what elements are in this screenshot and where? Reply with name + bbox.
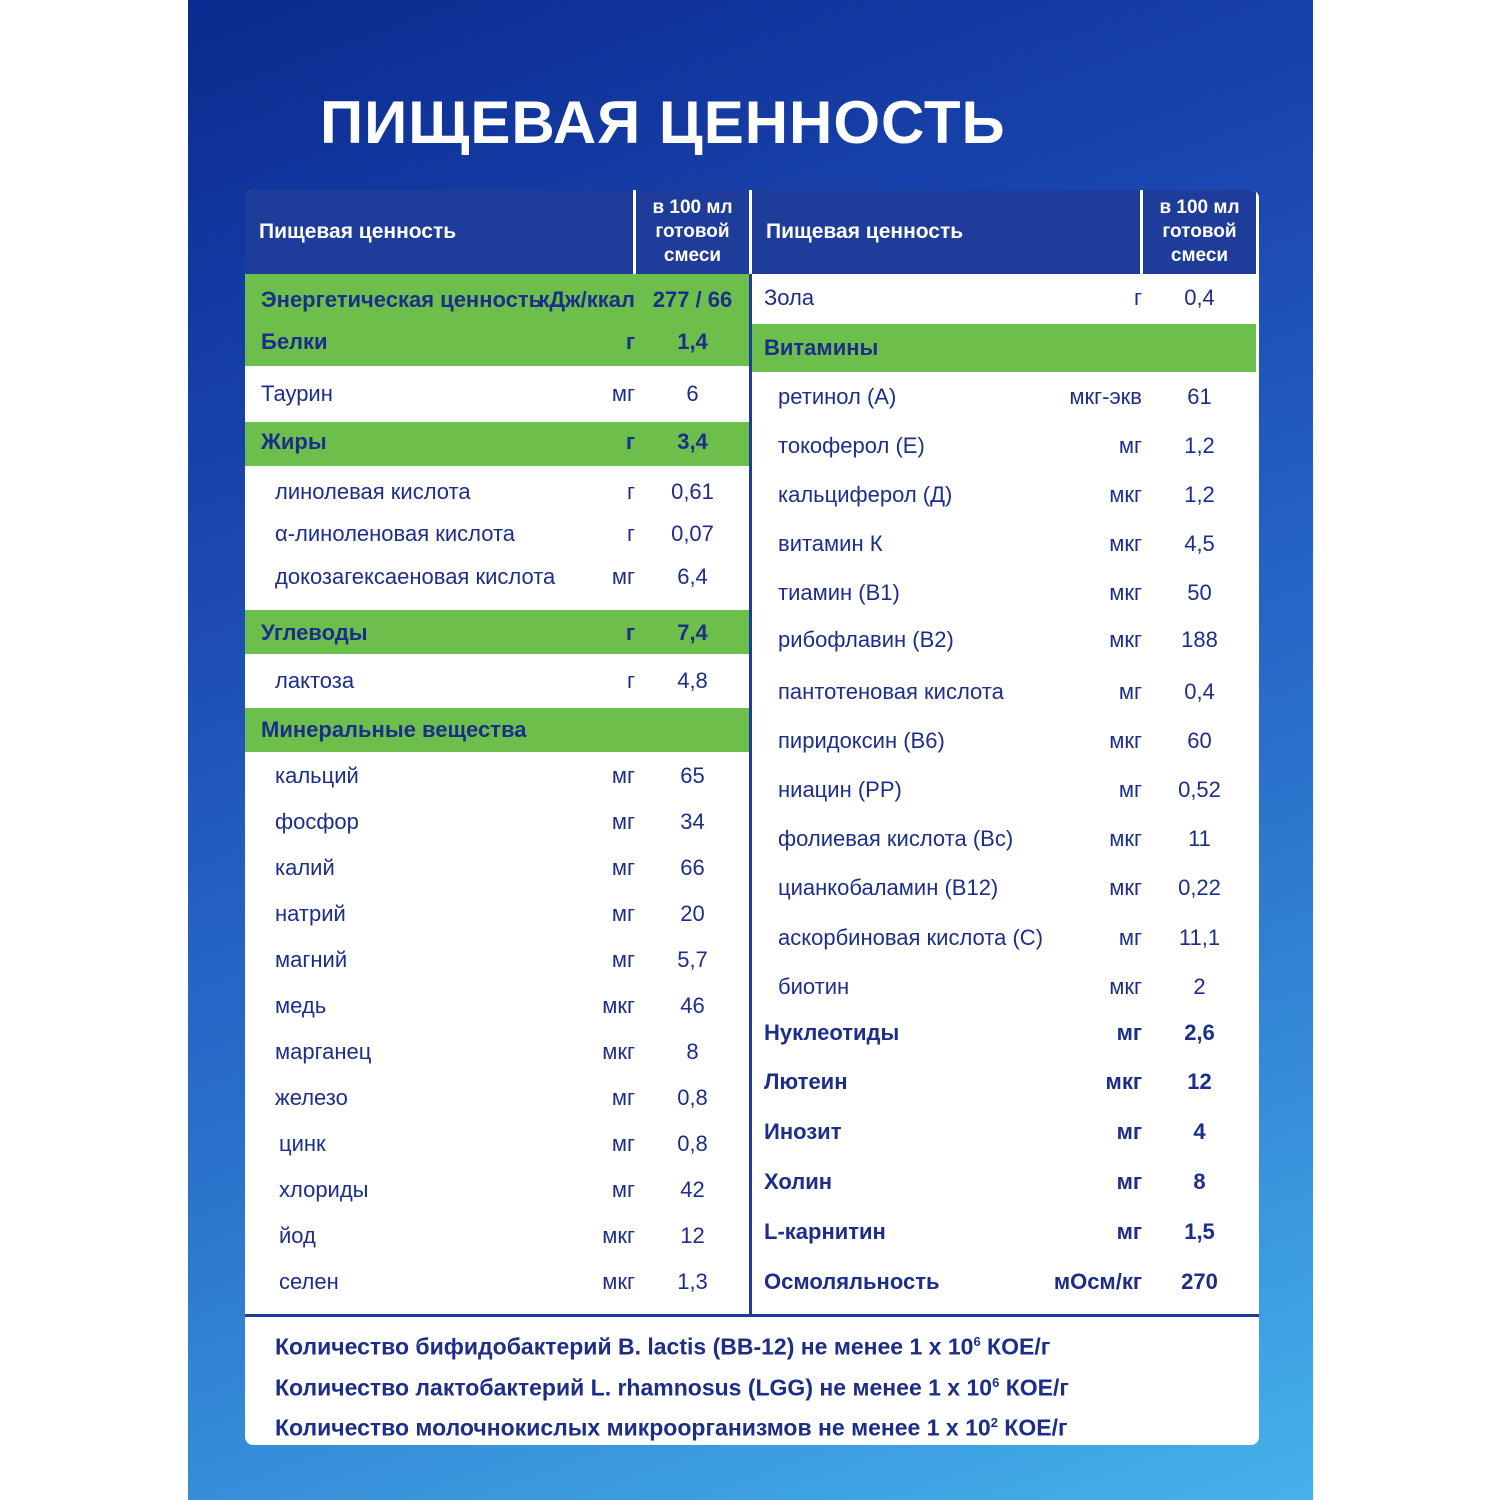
nutrient-unit: мг bbox=[611, 763, 635, 788]
footer-exponent: 6 bbox=[973, 1334, 981, 1349]
nutrient-name: рибофлавин (В2) bbox=[778, 627, 954, 652]
page-title: ПИЩЕВАЯ ЦЕННОСТЬ bbox=[320, 89, 1006, 156]
nutrient-unit: мкг bbox=[1109, 580, 1142, 605]
nutrient-name: кальций bbox=[275, 763, 359, 788]
nutrient-name: Зола bbox=[764, 285, 815, 310]
nutrient-value: 2 bbox=[1193, 974, 1206, 999]
nutrient-name: ниацин (РР) bbox=[778, 777, 902, 802]
table-row bbox=[245, 376, 749, 412]
table-row bbox=[245, 559, 749, 595]
nutrient-unit: г bbox=[1133, 285, 1142, 310]
table-row bbox=[752, 920, 1256, 956]
nutrient-unit: мкг bbox=[602, 1269, 635, 1294]
table-row bbox=[752, 330, 1256, 366]
nutrient-name: Холин bbox=[764, 1169, 833, 1194]
nutrient-unit: мкг bbox=[1109, 482, 1142, 507]
nutrient-name: лактоза bbox=[275, 668, 355, 693]
nutrient-name: тиамин (В1) bbox=[778, 580, 900, 605]
nutrient-value: 7,4 bbox=[677, 620, 708, 645]
nutrient-unit: мг bbox=[1116, 1020, 1142, 1045]
nutrient-unit: мкг bbox=[602, 1039, 635, 1064]
table-row bbox=[245, 712, 749, 748]
nutrient-name: цинк bbox=[279, 1131, 326, 1156]
table-row bbox=[752, 1264, 1256, 1300]
nutrient-value: 0,07 bbox=[671, 521, 714, 546]
table-row bbox=[245, 474, 749, 510]
table-row bbox=[752, 379, 1256, 415]
nutrient-value: 8 bbox=[1193, 1169, 1206, 1194]
nutrient-unit: мг bbox=[1118, 925, 1142, 950]
nutrient-value: 6,4 bbox=[677, 564, 708, 589]
nutrient-value: 11 bbox=[1188, 826, 1211, 851]
nutrient-name: биотин bbox=[778, 974, 850, 999]
nutrient-value: 1,4 bbox=[677, 329, 708, 354]
nutrient-name: Жиры bbox=[261, 429, 327, 454]
nutrient-value: 0,22 bbox=[1178, 875, 1221, 900]
nutrient-name: натрий bbox=[275, 901, 346, 926]
nutrient-unit: мг bbox=[611, 947, 635, 972]
table-row bbox=[245, 324, 749, 360]
nutrient-unit: мОсм/кг bbox=[1053, 1269, 1142, 1294]
nutrient-value: 65 bbox=[680, 763, 705, 788]
nutrient-value: 1,5 bbox=[1184, 1219, 1215, 1244]
nutrient-value: 8 bbox=[686, 1039, 699, 1064]
nutrient-unit: мг bbox=[611, 855, 635, 880]
footer-unit: КОЕ/г bbox=[999, 1374, 1069, 1401]
nutrient-value: 0,4 bbox=[1184, 679, 1215, 704]
nutrient-name: Белки bbox=[261, 329, 328, 354]
left-header-name: Пищевая ценность bbox=[245, 190, 633, 274]
nutrient-name: Минеральные вещества bbox=[261, 717, 527, 742]
table-row bbox=[245, 896, 749, 932]
table-row bbox=[752, 1064, 1256, 1100]
nutrient-name: Осмоляльность bbox=[764, 1269, 940, 1294]
footer-line bbox=[275, 1324, 1069, 1365]
nutrient-value: 1,2 bbox=[1184, 433, 1215, 458]
table-row bbox=[752, 870, 1256, 906]
table-row bbox=[752, 1164, 1256, 1200]
footer-text: Количество лактобактерий L. rhamnosus (LGG) не менее 1 x 10 bbox=[275, 1374, 993, 1401]
table-row bbox=[245, 850, 749, 886]
nutrient-unit: мкг bbox=[1105, 1069, 1142, 1094]
nutrient-name: кальциферол (Д) bbox=[778, 482, 953, 507]
nutrient-name: Таурин bbox=[261, 381, 333, 406]
nutrient-unit: мг bbox=[611, 809, 635, 834]
nutrient-name: Инозит bbox=[764, 1119, 842, 1144]
nutrient-unit: мкг bbox=[602, 993, 635, 1018]
table-row bbox=[245, 1126, 749, 1162]
nutrient-name: медь bbox=[275, 993, 327, 1018]
nutrient-value: 3,4 bbox=[677, 429, 708, 454]
nutrient-name: фолиевая кислота (Вс) bbox=[778, 826, 1014, 851]
nutrient-value: 1,2 bbox=[1184, 482, 1215, 507]
nutrient-value: 4,8 bbox=[677, 668, 708, 693]
nutrient-name: пиридоксин (В6) bbox=[778, 728, 945, 753]
nutrient-value: 6 bbox=[686, 381, 699, 406]
nutrient-value: 277 / 66 bbox=[652, 287, 733, 312]
nutrient-name: Витамины bbox=[764, 335, 879, 360]
table-row bbox=[245, 1172, 749, 1208]
table-row bbox=[245, 1218, 749, 1254]
footer-unit: КОЕ/г bbox=[997, 1414, 1068, 1441]
nutrient-unit: г bbox=[625, 620, 635, 645]
table-row bbox=[245, 516, 749, 552]
nutrient-value: 5,7 bbox=[677, 947, 708, 972]
nutrient-unit: мг bbox=[611, 1177, 635, 1202]
table-row bbox=[245, 424, 749, 460]
nutrient-unit: г bbox=[626, 521, 635, 546]
nutrient-name: Лютеин bbox=[764, 1069, 848, 1094]
nutrient-name: витамин К bbox=[778, 531, 883, 556]
nutrient-unit: кДж/ккал bbox=[538, 287, 635, 312]
right-header-value: в 100 мл готовой смеси bbox=[1143, 190, 1256, 274]
nutrient-unit: мг bbox=[1118, 433, 1142, 458]
footer-exponent: 6 bbox=[992, 1374, 1000, 1390]
nutrient-unit: г bbox=[625, 329, 635, 354]
nutrient-name: фосфор bbox=[275, 809, 359, 834]
nutrient-name: йод bbox=[279, 1223, 316, 1248]
nutrient-value: 0,4 bbox=[1184, 285, 1215, 310]
nutrient-value: 42 bbox=[680, 1177, 705, 1202]
footer-notes bbox=[275, 1324, 1069, 1445]
nutrient-unit: мкг bbox=[1109, 728, 1142, 753]
nutrient-name: аскорбиновая кислота (С) bbox=[778, 925, 1044, 950]
footer-text: Количество молочнокислых микроорганизмов не менее 1 x 10 bbox=[275, 1414, 991, 1441]
nutrient-value: 11,1 bbox=[1178, 925, 1221, 950]
nutrient-value: 12 bbox=[1187, 1069, 1212, 1094]
nutrient-name: магний bbox=[275, 947, 348, 972]
footer-line bbox=[275, 1405, 1069, 1445]
nutrient-value: 34 bbox=[680, 809, 705, 834]
nutrient-unit: мкг bbox=[1109, 531, 1142, 556]
table-row bbox=[752, 723, 1256, 759]
nutrient-value: 12 bbox=[680, 1223, 705, 1248]
nutrient-value: 188 bbox=[1181, 627, 1218, 652]
nutrition-table bbox=[245, 190, 1259, 1445]
nutrient-unit: мкг bbox=[1109, 826, 1142, 851]
footer-exponent: 2 bbox=[990, 1415, 998, 1431]
table-row bbox=[245, 988, 749, 1024]
table-row bbox=[245, 758, 749, 794]
table-row bbox=[245, 1080, 749, 1116]
nutrient-unit: мг bbox=[1116, 1169, 1142, 1194]
table-row bbox=[245, 663, 749, 699]
footer-text: Количество бифидобактерий B. lactis (BB-12) не менее 1 x 10 bbox=[275, 1333, 974, 1360]
nutrient-name: селен bbox=[279, 1269, 339, 1294]
nutrient-value: 1,3 bbox=[677, 1269, 708, 1294]
nutrient-value: 4,5 bbox=[1184, 531, 1215, 556]
table-row bbox=[752, 477, 1256, 513]
nutrient-name: докозагексаеновая кислота bbox=[275, 564, 556, 589]
table-row bbox=[752, 674, 1256, 710]
nutrient-unit: мг bbox=[611, 1085, 635, 1110]
nutrient-value: 46 bbox=[680, 993, 705, 1018]
nutrient-value: 0,8 bbox=[677, 1085, 708, 1110]
left-header-value: в 100 мл готовой смеси bbox=[636, 190, 749, 274]
nutrient-unit: мг bbox=[611, 564, 635, 589]
nutrient-unit: мг bbox=[1116, 1119, 1142, 1144]
table-row bbox=[752, 280, 1256, 316]
nutrient-name: Углеводы bbox=[261, 620, 368, 645]
nutrient-name: калий bbox=[275, 855, 335, 880]
table-row bbox=[752, 772, 1256, 808]
footer-line bbox=[275, 1365, 1069, 1406]
nutrient-value: 270 bbox=[1181, 1269, 1218, 1294]
nutrient-unit: г bbox=[626, 668, 635, 693]
nutrient-name: L-карнитин bbox=[764, 1219, 886, 1244]
nutrient-unit: мкг bbox=[1109, 875, 1142, 900]
header-separator bbox=[1140, 190, 1143, 274]
table-row bbox=[245, 804, 749, 840]
nutrient-name: токоферол (Е) bbox=[778, 433, 925, 458]
table-row bbox=[752, 622, 1256, 658]
nutrient-unit: мг bbox=[1116, 1219, 1142, 1244]
table-row bbox=[752, 969, 1256, 1005]
nutrient-unit: мкг bbox=[1109, 974, 1142, 999]
table-row bbox=[752, 575, 1256, 611]
nutrient-name: хлориды bbox=[279, 1177, 369, 1202]
right-header-name: Пищевая ценность bbox=[752, 190, 1140, 274]
nutrient-name: Энергетическая ценность bbox=[261, 287, 543, 312]
table-row bbox=[245, 1264, 749, 1300]
footer-divider bbox=[245, 1314, 1259, 1317]
nutrient-unit: г bbox=[626, 479, 635, 504]
nutrient-value: 66 bbox=[680, 855, 705, 880]
nutrient-unit: мг bbox=[1118, 679, 1142, 704]
table-row bbox=[245, 282, 749, 318]
table-row bbox=[752, 1015, 1256, 1051]
table-row bbox=[752, 1214, 1256, 1250]
nutrient-unit: мкг bbox=[602, 1223, 635, 1248]
nutrient-unit: мкг bbox=[1109, 627, 1142, 652]
nutrient-unit: г bbox=[625, 429, 635, 454]
nutrient-name: ретинол (А) bbox=[778, 384, 897, 409]
header-separator bbox=[633, 190, 636, 274]
nutrient-unit: мг bbox=[611, 901, 635, 926]
nutrient-value: 0,61 bbox=[671, 479, 714, 504]
nutrient-value: 50 bbox=[1187, 580, 1212, 605]
nutrient-name: марганец bbox=[275, 1039, 372, 1064]
nutrient-value: 60 bbox=[1187, 728, 1212, 753]
nutrient-value: 0,8 bbox=[677, 1131, 708, 1156]
table-row bbox=[752, 428, 1256, 464]
nutrient-value: 20 bbox=[680, 901, 705, 926]
table-row bbox=[245, 615, 749, 651]
nutrient-name: Нуклеотиды bbox=[764, 1020, 900, 1045]
nutrient-value: 0,52 bbox=[1178, 777, 1221, 802]
nutrient-name: железо bbox=[275, 1085, 348, 1110]
nutrient-name: линолевая кислота bbox=[275, 479, 471, 504]
nutrient-name: пантотеновая кислота bbox=[778, 679, 1004, 704]
table-row bbox=[245, 942, 749, 978]
nutrient-unit: мг bbox=[611, 381, 635, 406]
nutrient-unit: мг bbox=[611, 1131, 635, 1156]
nutrient-value: 61 bbox=[1187, 384, 1212, 409]
table-row bbox=[752, 526, 1256, 562]
nutrient-unit: мкг-экв bbox=[1069, 384, 1142, 409]
table-row bbox=[245, 1034, 749, 1070]
table-row bbox=[752, 1114, 1256, 1150]
nutrient-unit: мг bbox=[1118, 777, 1142, 802]
nutrient-name: α-линоленовая кислота bbox=[275, 521, 516, 546]
nutrient-value: 2,6 bbox=[1184, 1020, 1215, 1045]
nutrient-value: 4 bbox=[1193, 1119, 1206, 1144]
nutrient-name: цианкобаламин (В12) bbox=[778, 875, 999, 900]
table-row bbox=[752, 821, 1256, 857]
footer-unit: КОЕ/г bbox=[980, 1333, 1051, 1360]
